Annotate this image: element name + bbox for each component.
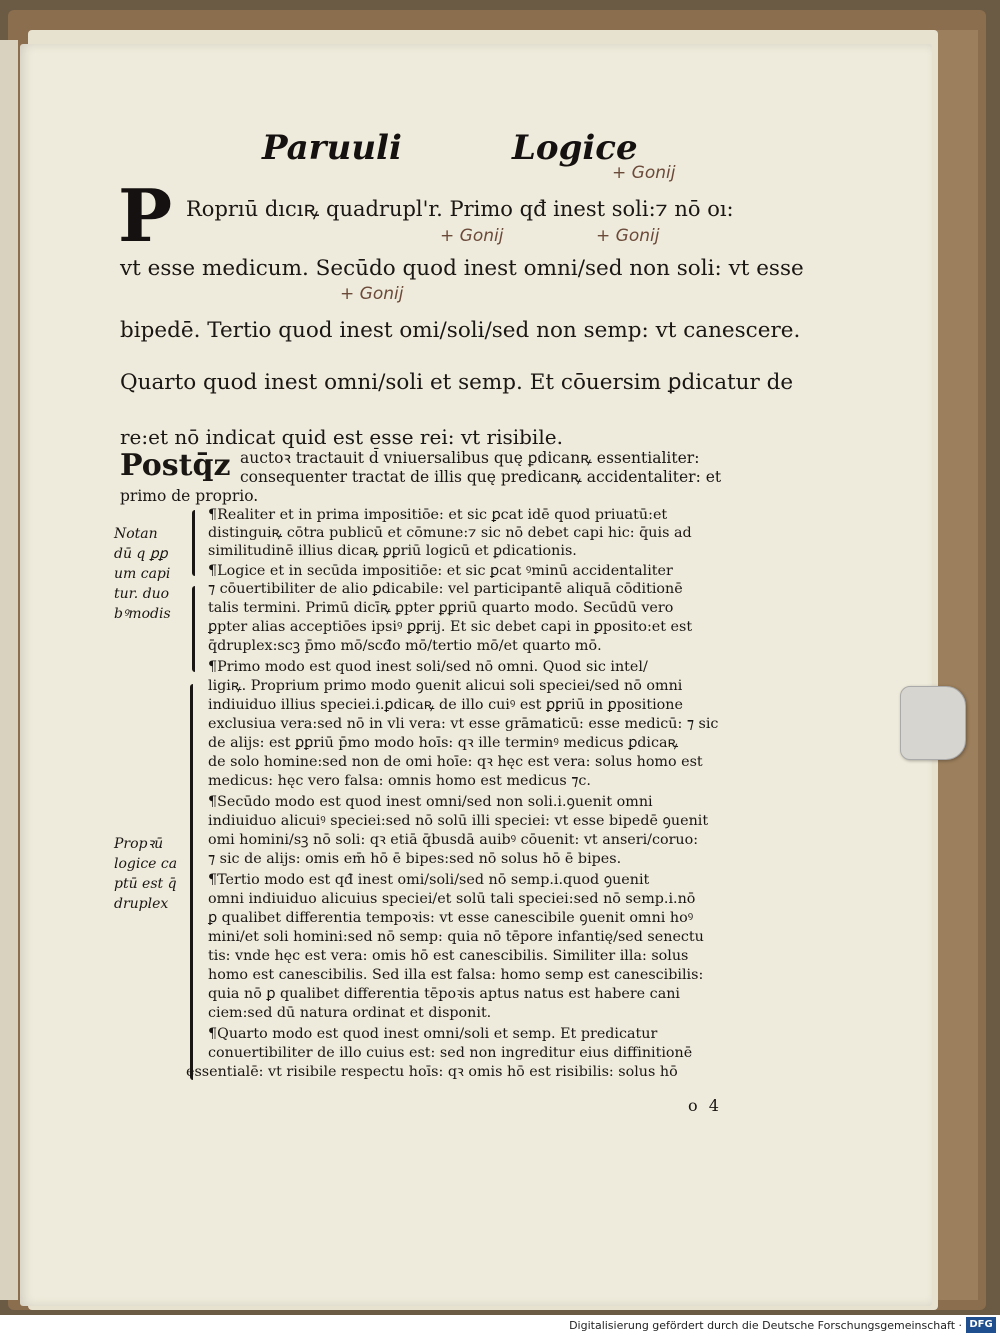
- brace-lower: [190, 684, 193, 1080]
- postq-line-1: auctoꝛ tractauit d̄ vniuersalibus quę ꝑdicanꝶ essentialiter:: [240, 449, 700, 467]
- margin-note-propriu-4: druplex: [114, 896, 169, 912]
- commentary-line: exclusiua vera:sed nō in vli vera: vt esse grāmaticū: esse medicū: ⁊ sic: [208, 716, 719, 732]
- postq-line-3: primo de proprio.: [120, 487, 259, 505]
- facing-page-edge: [0, 40, 18, 1300]
- margin-note-propriu-2: logice ca: [114, 856, 178, 872]
- commentary-line: ¶Logice et in secūda impositiōe: et sic ꝑcat ꝰminū accidentaliter: [208, 563, 673, 579]
- text-line-2: vt esse medicum. Secūdo quod inest omni/sed non soli: vt esse: [120, 256, 804, 281]
- commentary-line: indiuiduo illius speciei.i.ꝑdicaꝶ de illo cuiꝰ est ꝑꝑriū in ꝑpositione: [208, 697, 683, 713]
- commentary-line: mini/et soli homini:sed nō semp: quia nō tēpore infantię/sed senectu: [208, 929, 704, 945]
- commentary-line: omni indiuiduo alicuius speciei/et solū tali speciei:sed nō semp.i.nō: [208, 891, 696, 907]
- commentary-line: similitudinē illius dicaꝶ ꝑꝑriū logicū et ꝑdicationis.: [208, 543, 577, 559]
- running-head-right: Logice: [512, 128, 638, 168]
- commentary-line: tis: vnde hęc est vera: omis hō est canescibilis. Similiter illa: solus: [208, 948, 689, 964]
- commentary-line: homo est canescibilis. Sed illa est falsa: homo semp est canescibilis:: [208, 967, 704, 983]
- postq-line-2: consequenter tractat de illis quę predicanꝶ accidentaliter: et: [240, 468, 722, 486]
- commentary-line: ꝑ qualibet differentia tempoꝛis: vt esse canescibile ꝯuenit omni hoꝰ: [208, 910, 694, 926]
- decorated-initial: P: [118, 173, 173, 258]
- commentary-line: essentialē: vt risibile respectu hoīs: qꝛ omis hō est risibilis: solus hō: [186, 1064, 678, 1080]
- commentary-line: ¶Tertio modo est qđ inest omi/soli/sed nō semp.i.quod ꝯuenit: [208, 872, 650, 888]
- running-head-left: Paruuli: [262, 128, 402, 168]
- commentary-line: ¶Realiter et in prima impositiōe: et sic ꝑcat idē quod priuatū:et: [208, 507, 668, 523]
- handwritten-note-1: + Gonij: [612, 163, 676, 183]
- commentary-line: indiuiduo alicuiꝰ speciei:sed nō solū illi speciei: vt esse bipedē ꝯuenit: [208, 813, 709, 829]
- commentary-line: quia nō ꝑ qualibet differentia tēpoꝛis aptus natus est habere cani: [208, 986, 680, 1002]
- signature-mark: o 4: [688, 1096, 722, 1115]
- commentary-line: ⁊ sic de alijs: omis em̄ hō ē bipes:sed nō solus hō ē bipes.: [208, 851, 622, 867]
- commentary-line: ligiꝶ. Proprium primo modo ꝯuenit alicui soli speciei/sed nō omni: [208, 678, 683, 694]
- margin-note-notandum-4: tur. duo: [114, 586, 170, 602]
- commentary-line: de alijs: est ꝑꝑriū p̄mo modo hoīs: qꝛ ille terminꝰ medicus ꝑdicaꝶ: [208, 735, 679, 751]
- text-line-5: re:et nō indicat quid est esse rei: vt risibile.: [120, 425, 563, 449]
- commentary-line: distinguiꝶ cōtra publicū et cōmune:⁊ sic nō debet capi hic: q̄uis ad: [208, 525, 692, 541]
- brace-middle: [192, 586, 195, 672]
- margin-note-notandum-1: Notan: [114, 526, 158, 542]
- page-clip: [900, 686, 966, 760]
- commentary-line: ꝑpter alias acceptiōes ipsiꝰ ꝑꝑrij. Et sic debet capi in ꝑposito:et est: [208, 619, 693, 635]
- margin-note-propriu-3: ptū est q̄: [114, 876, 177, 892]
- commentary-line: conuertibiliter de illo cuius est: sed non ingreditur eius diffinitionē: [208, 1045, 693, 1061]
- margin-note-propriu-1: Propꝛū: [114, 836, 164, 852]
- commentary-line: ⁊ cōuertibiliter de alio ꝑdicabile: vel participantē aliquā cōditionē: [208, 581, 683, 597]
- commentary-line: ¶Primo modo est quod inest soli/sed nō omni. Quod sic intel/: [208, 659, 648, 675]
- commentary-line: de solo homine:sed non de omi hoīe: qꝛ hęc est vera: solus homo est: [208, 754, 703, 770]
- commentary-line: medicus: hęc vero falsa: omnis homo est medicus ⁊c.: [208, 773, 591, 789]
- text-line-1: Roprıū dıcıꝶ quadrupl'r. Primo qđ inest soli:⁊ nō oı:: [186, 197, 734, 221]
- funding-credit: Digitalisierung gefördert durch die Deutsche Forschungsgemeinschaft ·: [569, 1319, 962, 1332]
- handwritten-note-2: + Gonij: [440, 226, 504, 246]
- commentary-line: talis termini. Primū dicīꝶ ꝑpter ꝑꝑriū quarto modo. Secūdū vero: [208, 600, 674, 616]
- postq-heading: Postq̄z: [120, 448, 231, 483]
- text-line-4: Quarto quod inest omni/soli et semp. Et cōuersim ꝑdicatur de: [120, 370, 794, 395]
- dfg-logo: DFG: [966, 1317, 996, 1333]
- commentary-line: ¶Secūdo modo est quod inest omni/sed non soli.i.ꝯuenit omni: [208, 794, 653, 810]
- text-line-3: bipedē. Tertio quod inest omi/soli/sed non semp: vt canescere.: [120, 318, 801, 343]
- margin-note-notandum-3: um capi: [114, 566, 171, 582]
- commentary-line: omi homini/sꝫ nō soli: qꝛ etiā q̄busdā auibꝰ cōuenit: vt anseri/coruo:: [208, 832, 699, 848]
- handwritten-note-4: + Gonij: [340, 284, 404, 304]
- margin-note-notandum-5: bꝰmodis: [114, 606, 171, 622]
- commentary-line: ¶Quarto modo est quod inest omni/soli et semp. Et predicatur: [208, 1026, 658, 1042]
- commentary-line: ciem:sed dū natura ordinat et disponit.: [208, 1005, 492, 1021]
- handwritten-note-3: + Gonij: [596, 226, 660, 246]
- footer-bar: [0, 1315, 1000, 1338]
- brace-upper: [192, 510, 195, 576]
- commentary-line: q̄druplex:scꝫ p̄mo mō/scđo mō/tertio mō/et quarto mō.: [208, 638, 602, 654]
- margin-note-notandum-2: dū q ꝑꝑ: [114, 546, 168, 562]
